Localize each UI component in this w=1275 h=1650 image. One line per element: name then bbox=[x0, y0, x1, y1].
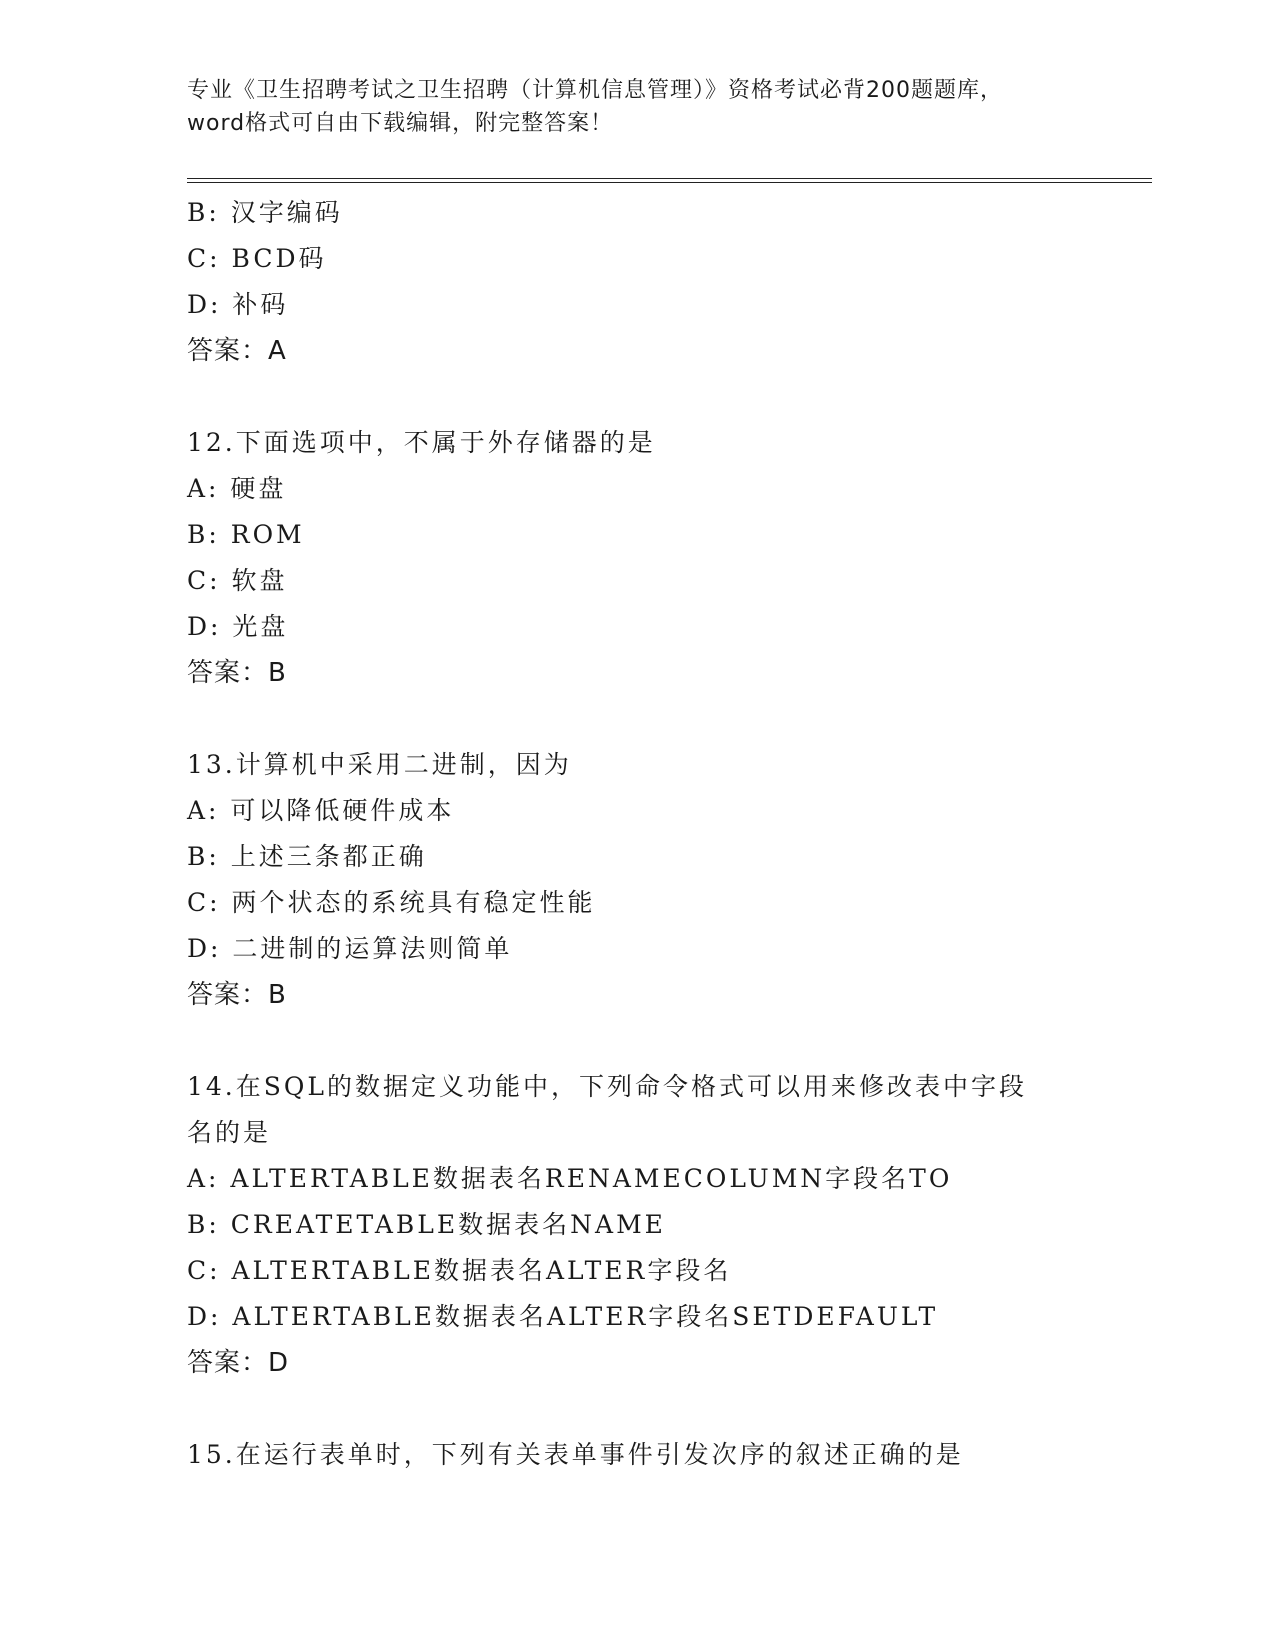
question-stem: 13.计算机中采用二进制，因为 bbox=[187, 750, 572, 779]
option-c: C: 两个状态的系统具有稳定性能 bbox=[187, 888, 596, 917]
question-13 bbox=[187, 742, 1087, 1018]
answer: 答案：B bbox=[187, 658, 287, 688]
option-a: A: 硬盘 bbox=[187, 474, 287, 503]
option-c: C: 软盘 bbox=[187, 566, 288, 595]
option-b: B: 上述三条都正确 bbox=[187, 842, 427, 871]
question-12 bbox=[187, 420, 1087, 696]
answer: 答案：B bbox=[187, 980, 287, 1010]
option-a: A: ALTERTABLE数据表名RENAMECOLUMN字段名TO bbox=[187, 1164, 953, 1193]
document-header bbox=[187, 74, 1087, 140]
option-c: C: BCD码 bbox=[187, 244, 327, 273]
previous-question-tail bbox=[187, 190, 1087, 374]
option-c: C: ALTERTABLE数据表名ALTER字段名 bbox=[187, 1256, 732, 1285]
option-b: B: 汉字编码 bbox=[187, 198, 343, 227]
question-stem: 15.在运行表单时，下列有关表单事件引发次序的叙述正确的是 bbox=[187, 1440, 964, 1469]
option-b: B: ROM bbox=[187, 520, 305, 549]
answer: 答案：A bbox=[187, 336, 287, 366]
answer: 答案：D bbox=[187, 1348, 290, 1378]
option-d: D: 二进制的运算法则简单 bbox=[187, 934, 513, 963]
question-stem: 12.下面选项中，不属于外存储器的是 bbox=[187, 428, 656, 457]
option-a: A: 可以降低硬件成本 bbox=[187, 796, 455, 825]
option-d: D: ALTERTABLE数据表名ALTER字段名SETDEFAULT bbox=[187, 1302, 939, 1331]
header-rule-bottom bbox=[187, 182, 1152, 183]
option-b: B: CREATETABLE数据表名NAME bbox=[187, 1210, 666, 1239]
option-d: D: 光盘 bbox=[187, 612, 289, 641]
question-15 bbox=[187, 1432, 1087, 1478]
header-line-2: word格式可自由下载编辑，附完整答案！ bbox=[187, 111, 614, 136]
question-14 bbox=[187, 1064, 1087, 1386]
header-rule-top bbox=[187, 178, 1152, 179]
option-d: D: 补码 bbox=[187, 290, 289, 319]
header-line-1: 专业《卫生招聘考试之卫生招聘（计算机信息管理）》资格考试必背200题题库， bbox=[187, 78, 1003, 103]
question-stem: 14.在SQL的数据定义功能中，下列命令格式可以用来修改表中字段名的是 bbox=[187, 1072, 1027, 1147]
question-list bbox=[187, 190, 1087, 1478]
